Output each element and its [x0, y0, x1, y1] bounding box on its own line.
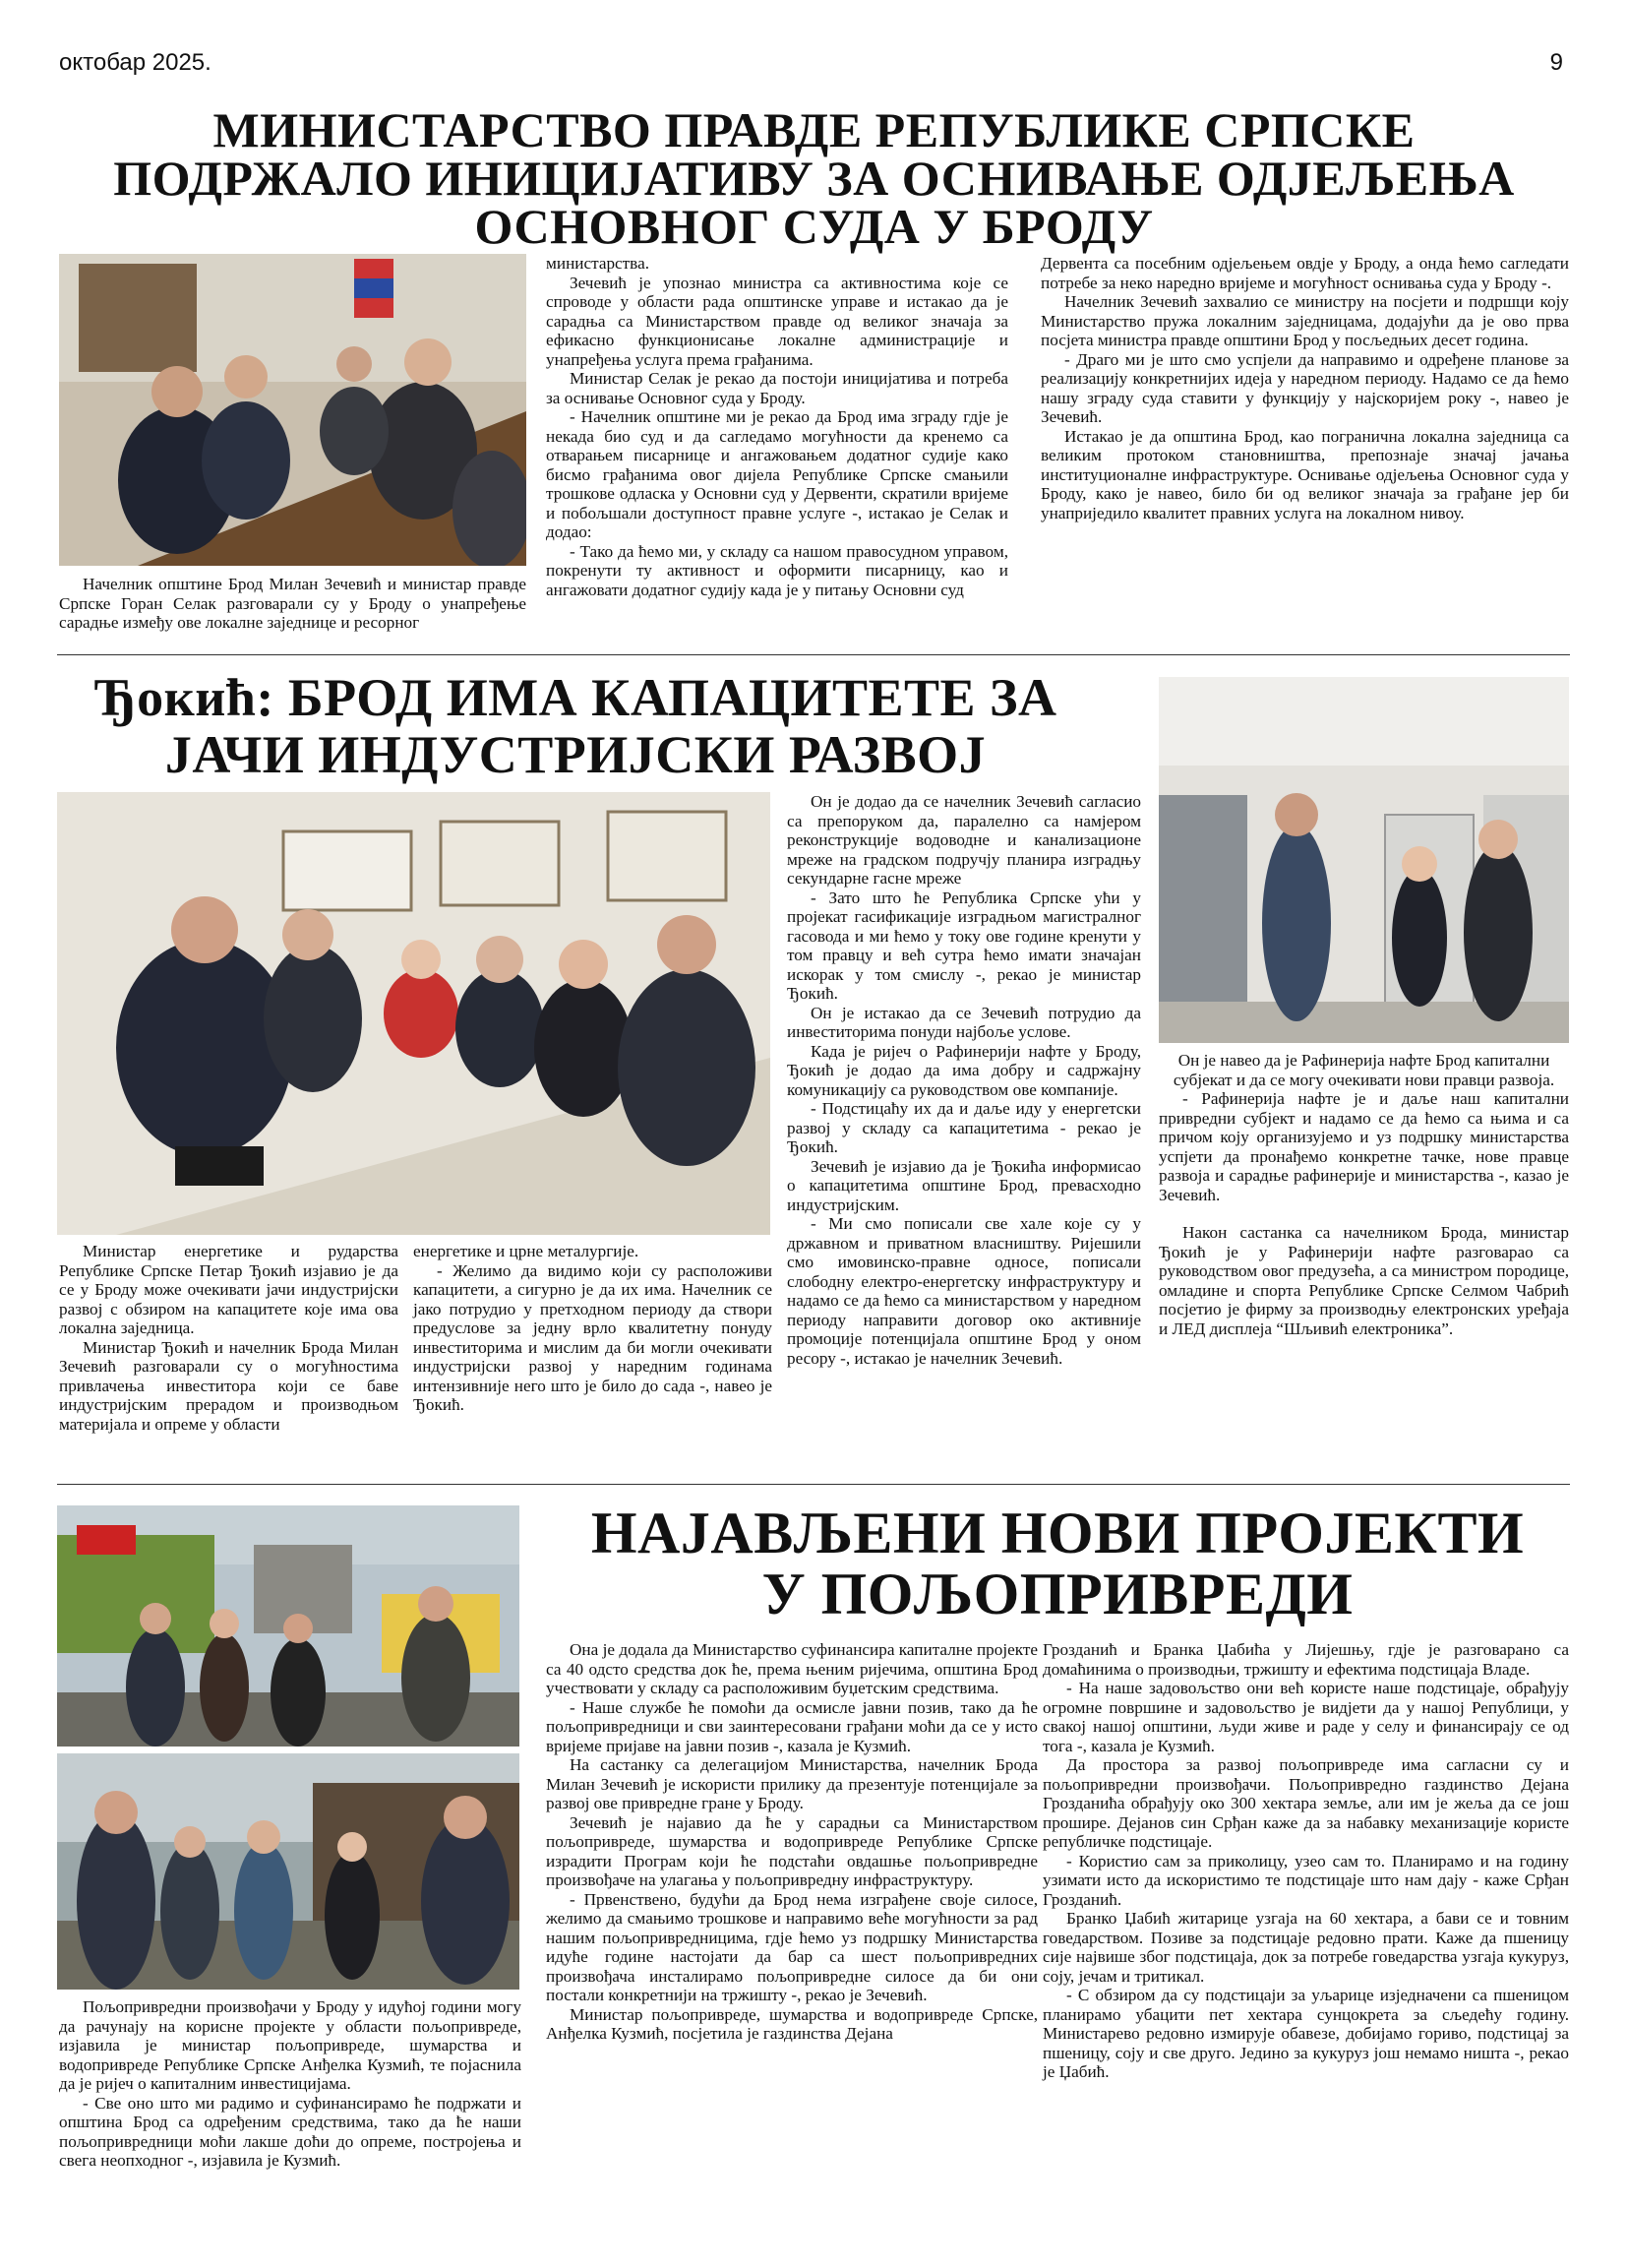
paragraph: Министар пољопривреде, шумарства и водопривреде Српске, Анђелка Кузмић, посјетила је газдинства Дејана [546, 2004, 1038, 2043]
paragraph: - Подстицаћу их да и даље иду у енергетски развој у складу са капацитетима - рекао је Ђокић. [787, 1099, 1141, 1156]
article2-column1 [59, 1242, 398, 1434]
paragraph: Бранко Џабић житарице узгаја на 60 хектара, а бави се и товним говедарством. Позиве за подстицаје редовно прати. Каже да пшеницу сије највише због подстицаја, док за потребе говедарства узгаја кукуруз, соју, јечам и тритикал. [1043, 1909, 1569, 1986]
article3-headline-line2: У ПОЉОПРИВРЕДИ [761, 1562, 1354, 1626]
page-number: 9 [1549, 49, 1563, 76]
article1-headline-line2: ПОДРЖАЛО ИНИЦИЈАТИВУ ЗА ОСНИВАЊЕ ОДЈЕЉЕЊА [113, 151, 1515, 206]
paragraph: Када је ријеч о Рафинерији нафте у Броду, Ђокић је додао да има добру и садржајну комуникацију са руководством ове компаније. [787, 1041, 1141, 1099]
paragraph: Он је навео да је Рафинерија нафте Брод капитални субјекат и да се могу очекивати нови правци развоја. [1173, 1051, 1555, 1089]
article2-photo-factory [1159, 677, 1569, 1043]
article2-headline-line2: ЈАЧИ ИНДУСТРИЈСКИ РАЗВОЈ [164, 725, 987, 784]
article2-column3 [787, 792, 1141, 1368]
article1-headline-line3: ОСНОВНОГ СУДА У БРОДУ [474, 199, 1154, 254]
paragraph: Начелник Зечевић захвалио се министру на посјети и подршци коју Министарство пружа локалним заједницама, додајући да је ово прва посјета министра правде општини Брод у посљедњих десет година. [1041, 292, 1569, 349]
paragraph: - Желимо да видимо који су расположиви капацитети, а сигурно је да их има. Начелник се јако потрудио у претходном периоду да створи предуслове за једну врло квалитетну понуду инвеститорима и мислим да би могли очекивати индустријски развој у наредним годинама интензивније него што је било до сада -, навео је Ђокић. [413, 1260, 772, 1414]
paragraph: - С обзиром да су подстицаји за уљарице изједначени са пшеницом планирамо убацити пет хектара сунцокрета за сљедећу годину. Министарево редовно измирује обавезе, добијамо гориво, подстицај за пшеницу, соју и све друго. Једино за кукуруз још немамо ништа -, рекао је Џабић. [1043, 1986, 1569, 2081]
article1-column3 [1041, 254, 1569, 522]
paragraph: Он је додао да се начелник Зечевић сагласио са препоруком да, паралелно са намјером реконструкције водоводне и канализационе мреже на градском подручју планира изградњу секундарне гасне мреже [787, 792, 1141, 888]
article3-caption-text-1: Пољопривредни произвођачи у Броду у идућој години могу да рачунају на корисне пројекте у области пољопривреде, изјавила је министар пољопривреде, шумарства и водопривреде Републике Српске Анђелка Кузмић, те појаснила да је ријеч о капиталним инвестицијама. [59, 1997, 521, 2093]
paragraph: Министар енергетике и рударства Републике Српске Петар Ђокић изјавио је да се у Броду може очекивати јачи индустријски развој с обзиром на капацитете које има ова локална заједница. [59, 1242, 398, 1337]
paragraph: Дервента са посебним одјељењем овдје у Броду, а онда ћемо сагледати потребе за неко наредно вријеме и могућност оснивања суда у Броду -. [1041, 254, 1569, 292]
paragraph: - Ми смо пописали све хале које су у државном и приватном власништву. Ријешили смо имовинско-правне односе, пописали слободну електро-енергетску инфраструктуру и надамо се да ћемо са министарством у наредном периоду направити договор око активније промоције потенцијала општине Брод у оном ресору -, истакао је начелник Зечевић. [787, 1214, 1141, 1368]
article3-column2 [546, 1640, 1038, 2044]
article1-photo-meeting [59, 254, 526, 566]
paragraph: - Драго ми је што смо успјели да направимо и одређене планове за реализацију конкретнијих идеја у наредном периоду. Надамо се да ћемо нашу зграду суда ставити у функцију у најскоријем року -, навео је Зечевић. [1041, 349, 1569, 426]
article3-column3 [1043, 1640, 1569, 2082]
paragraph: Она је додала да Министарство суфинансира капиталне пројекте са 40 одсто средства док ће, према њеним ријечима, општина Брод учествовати у складу са расположивим буџетским средствима. [546, 1640, 1038, 1697]
paragraph: - Зато што ће Република Српске ући у пројекат гасификације изградњом магистралног гасовода и ми ћемо у току ове године кренути у том правцу и већ сутра ћемо имати значајан искорак у том смислу -, рекао је министар Ђокић. [787, 888, 1141, 1003]
paragraph: Зечевић је најавио да ће у сарадњи са Министарством пољопривреде, шумарства и водопривреде Републике Српске израдити Програм који ће подстаћи овдашње пољопривредне произвођаче на улагања у пољопривредну инфраструктуру. [546, 1812, 1038, 1889]
paragraph: Да простора за развој пољопривреде има сагласни су и пољопривредни произвођачи. Пољопривредно газдинство Дејана Грозданића обрађују око 300 хектара земље, али им је жеља да се још прошире. Дејанов син Срђан каже да за набавку механизације користе републичке подстицаје. [1043, 1755, 1569, 1851]
article2-photo-meeting [57, 792, 770, 1235]
paragraph: - На наше задовољство они већ користе наше подстицаје, обрађују огромне површине и задовољство је видјети да у нашој Републици, у свакој нашој општини, људи живе и раде у селу и финансирају се од тога -, казала је Кузмић. [1043, 1679, 1569, 1755]
article1-headline-line1: МИНИСТАРСТВО ПРАВДЕ РЕПУБЛИКЕ СРПСКЕ [212, 102, 1416, 157]
article3-photo-farm-2 [57, 1753, 519, 1990]
article3-headline [546, 1502, 1569, 1624]
article3-caption-text-2: - Све оно што ми радимо и суфинансирамо ће подржати и општина Брод са одређеним средствима, тако да ће наши пољопривредници моћи лакше доћи до опреме, постројења и свега неопходног -, изјавила је Кузмић. [59, 2093, 521, 2170]
paragraph: Зечевић је изјавио да је Ђокића информисао о капацитетима општине Брод, превасходно индустријским. [787, 1156, 1141, 1214]
article1-caption [59, 575, 526, 633]
paragraph: - Начелник општине ми је рекао да Брод има зграду гдје је некада био суд и да сагледамо могућности да кренемо са отварањем писарнице и ангажовањем додатног судије како бисмо грађанима овог дијела Републике Српске смањили трошкове одласка у Основни суд у Дервенти, скратили вријеме и побољшали доступност правне услуге -, истакао је Селак и додао: [546, 407, 1008, 541]
article3-headline-line1: НАЈАВЉЕНИ НОВИ ПРОЈЕКТИ [590, 1501, 1525, 1565]
paragraph: Он је истакао да се Зечевић потрудио да инвеститорима понуди најбоље услове. [787, 1003, 1141, 1041]
paragraph: - Користио сам за приколицу, узео сам то. Планирамо и на годину узимати исто да искористимо те подстицаје што нам дају - каже Срђан Грозданић. [1043, 1851, 1569, 1909]
paragraph: Након састанка са начелником Брода, министар Ђокић је у Рафинерији нафте разговарао са руководством овог предузећа, а са министром породице, омладине и спорта Републике Српске Селмом Чабрић посјетио је фирму за производњу електронских уређаја и ЛЕД дисплеја “Шљивић електроника”. [1159, 1223, 1569, 1338]
article1-headline [59, 102, 1569, 254]
paragraph: Зечевић је упознао министра са активностима које се спроводе у области рада општинске управе и истакао да је сарадња са Министарством правде од великог значаја за ефикасно функционисање локалне администрације и унапређења услуга према грађанима. [546, 273, 1008, 369]
article1-caption-text: Начелник општине Брод Милан Зечевић и министар правде Српске Горан Селак разговарали су у Броду о унапређење сарадње између ове локалне заједнице и ресорног [59, 575, 526, 632]
article2-column4 [1159, 1051, 1569, 1338]
paragraph: министарства. [546, 254, 649, 273]
issue-date: октобар 2025. [59, 49, 211, 76]
paragraph: енергетике и црне металургије. [413, 1242, 639, 1260]
paragraph: Министар Ђокић и начелник Брода Милан Зечевић разговарали су о могућностима привлачења инвеститора који се баве индустријским прерадом и производњом материјала и опреме у области [59, 1337, 398, 1434]
article2-headline [59, 669, 1092, 783]
section-divider [57, 654, 1570, 655]
article1-column2 [546, 254, 1008, 599]
article2-column2 [413, 1242, 772, 1415]
article3-photo-farm-1 [57, 1505, 519, 1747]
article3-caption [59, 1997, 521, 2171]
paragraph: - Тако да ћемо ми, у складу са нашом правосудном управом, покренути ту активност и оформити писарницу, као и ангажовати додатног судију када је у питању Основни суд [546, 541, 1008, 599]
paragraph: - Првенствено, будући да Брод нема изграђене своје силосе, желимо да смањимо трошкове и направимо веће могућности за рад нашим пољопривредницима, гдје ћемо уз подршку Министарства идуће године настојати да бар са шест пољопривредних произвођача инсталирамо пољопривредне силосе да би они постали конкретнији на тржишту -, рекао је Зечевић. [546, 1889, 1038, 2004]
paragraph: Истакао је да општина Брод, као погранична локална заједница са великим протоком становништва, препознаје значај јачања институционалне инфраструктуре. Оснивање одјељења Основног суда у Броду, како је навео, било би од великог значаја за грађане јер би унаприједило квалитет правних услуга на локалном нивоу. [1041, 426, 1569, 522]
paragraph: Министар Селак је рекао да постоји иницијатива и потреба за оснивање Основног суда у Броду. [546, 369, 1008, 407]
paragraph: - Наше службе ће помоћи да осмисле јавни позив, тако да ће пољопривредници и сви заинтересовани грађани моћи да се у исто вријеме пријаве на јавни позив -, казала је Кузмић. [546, 1697, 1038, 1755]
paragraph: - Рафинерија нафте је и даље наш капитални привредни субјект и надамо се да ћемо са њима и са причом коју организујемо и уз подршку министарства успјети да пронађемо конкретне тачке, нове правце развоја и сарадње рафинерије и министарства -, казао је Зечевић. [1159, 1089, 1569, 1204]
spacer [1159, 1204, 1569, 1223]
article2-headline-line1: Ђокић: БРОД ИМА КАПАЦИТЕТЕ ЗА [93, 668, 1057, 727]
section-divider [57, 1484, 1570, 1485]
paragraph: Грозданић и Бранка Џабића у Лијешњу, гдје је разговарано са домаћинима о производњи, тржишту и ефектима подстицаја Владе. [1043, 1640, 1569, 1679]
paragraph: На састанку са делегацијом Министарства, начелник Брода Милан Зечевић је искористи прилику да презентује потенцијале за развој ове привредне гране у Броду. [546, 1755, 1038, 1812]
